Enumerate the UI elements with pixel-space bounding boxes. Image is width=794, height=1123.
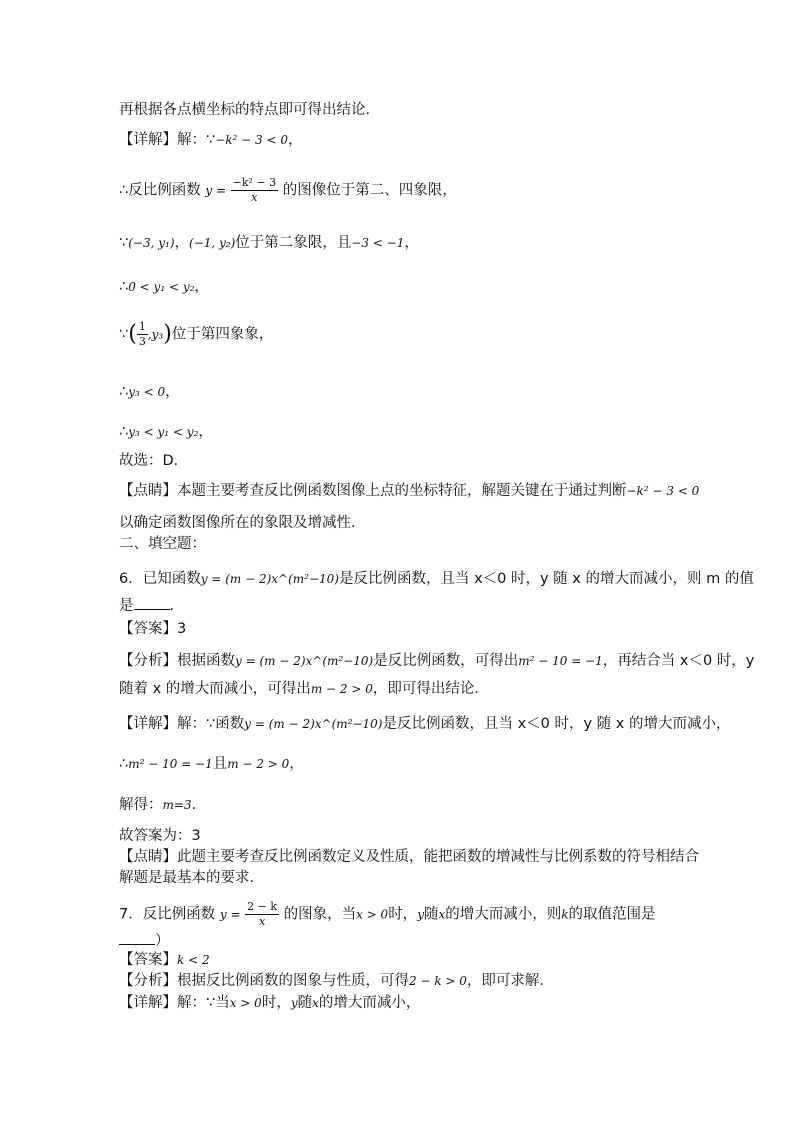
text-line: 故选：D．: [119, 453, 189, 469]
answer-6: 【答案】3: [119, 621, 187, 637]
text-line: ∵( $\frac{1}{3}$ ,y₃)位于第四象象，: [119, 320, 274, 348]
text-line: 以确定函数图像所在的象限及增减性．: [119, 515, 366, 531]
section-heading: 二、填空题：: [119, 536, 206, 552]
text-line: 故答案为：3: [119, 828, 201, 844]
answer-blank: [134, 595, 170, 610]
question-7: 7．反比例函数 y = $\frac{2 - k}{x}$ 的图象，当x > 0时，y随x的增大而减小，则k的取值范围是: [119, 900, 656, 928]
text-line: 【详解】解：∵当x > 0时，y随x的增大而减小，: [119, 995, 421, 1011]
fraction: $\frac{\text{−k² − 3}}{x}$: [232, 176, 277, 204]
answer-7: 【答案】k < 2: [119, 952, 210, 968]
text-line: 【点睛】本题主要考查反比例函数图像上点的坐标特征，解题关键在于通过判断−k² − 3 < 0: [119, 483, 700, 499]
text-line: ∴y₃ < y₁ < y₂，: [119, 424, 213, 440]
text-line: ）: [119, 930, 170, 951]
text-line: ∴y₃ < 0，: [119, 384, 180, 400]
text-line: 再根据各点横坐标的特点即可得出结论．: [119, 102, 380, 118]
question-6: 6．已知函数y = (m − 2)x^(m²−10)是反比例函数，且当 x＜0 时，y 随 x 的增大而减小，则 m 的值: [119, 571, 754, 587]
text-line: 【分析】根据反比例函数的图象与性质，可得2 − k > 0，即可求解．: [119, 973, 554, 989]
answer-blank: [119, 930, 155, 945]
text-line: 【详解】解：∵−k² − 3 < 0，: [119, 132, 303, 148]
text-line: ∴0 < y₁ < y₂，: [119, 279, 209, 295]
fraction: $\frac{2 - k}{x}$: [247, 900, 277, 928]
text-line: 【分析】根据函数y = (m − 2)x^(m²−10)是反比例函数，可得出m² − 10 = −1，再结合当 x＜0 时，y: [119, 653, 755, 669]
text-line: 【点睛】此题主要考查反比例函数定义及性质，能把函数的增减性与比例系数的符号相结合: [119, 849, 699, 865]
text-line: 解得：m=3．: [119, 797, 207, 813]
text-line: 解题是最基本的要求．: [119, 870, 264, 886]
text-line: ∴反比例函数 y = $\frac{\text{−k² − 3}}{x}$ 的图像位于第二、四象限，: [119, 176, 457, 204]
text-line: 【详解】解：∵函数y = (m − 2)x^(m²−10)是反比例函数，且当 x＜0 时，y 随 x 的增大而减小，: [119, 716, 731, 732]
text-line: 是 ．: [119, 595, 184, 616]
text-line: 随着 x 的增大而减小，可得出m − 2 > 0，即可得出结论．: [119, 681, 489, 697]
fraction: $\frac{1}{3}$: [138, 320, 146, 348]
text-line: ∵(−3, y₁)，(−1, y₂)位于第二象限，且−3 < −1，: [119, 235, 419, 251]
text-line: ∴m² − 10 = −1且m − 2 > 0，: [119, 756, 304, 772]
